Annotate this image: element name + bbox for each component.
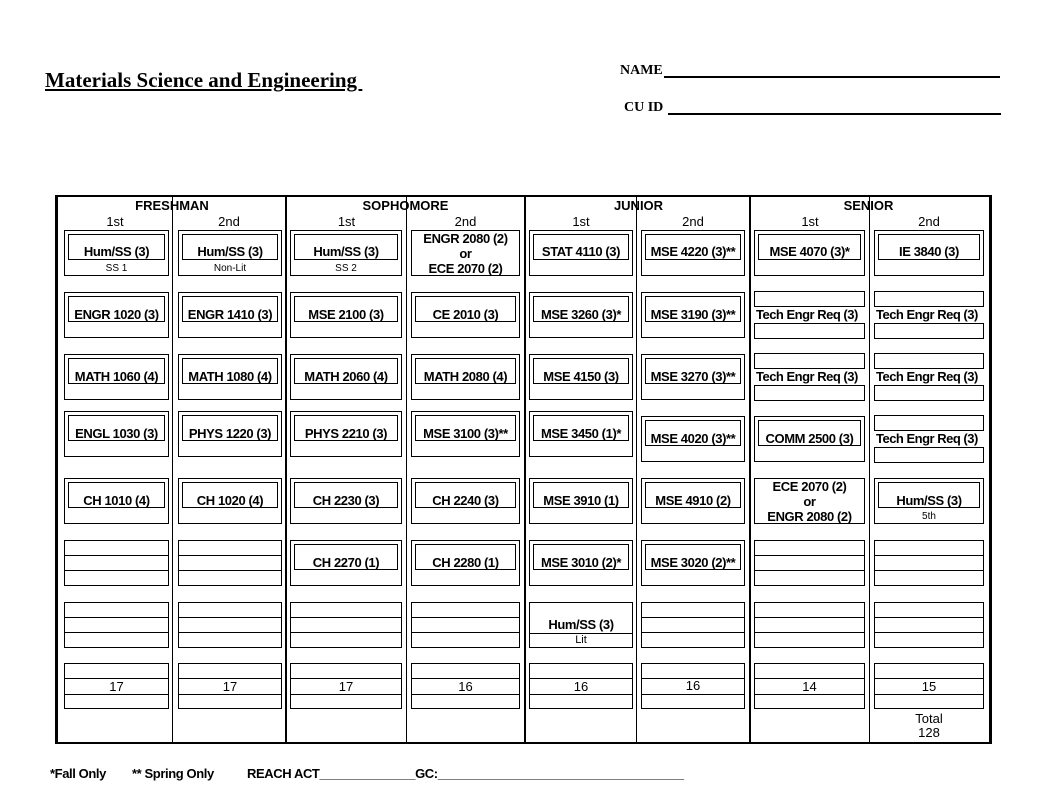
course-name: CH 1010 (4) (83, 493, 150, 508)
course-cell[interactable] (754, 478, 865, 524)
fall-only-note: *Fall Only (50, 766, 106, 781)
semester-label: 2nd (682, 214, 704, 229)
course-name: Tech Engr Req (3) (876, 307, 978, 322)
reach-act-gc-fields[interactable]: REACH ACT______________GC:____________________________________ (247, 766, 684, 781)
course-name: CH 1020 (4) (196, 493, 264, 508)
course-name: CH 2280 (1) (432, 555, 499, 570)
semester-label: 2nd (454, 214, 477, 229)
course-option: ENGR 2080 (2) (767, 509, 852, 524)
semester-credits: 16 (458, 679, 473, 694)
course-note: Non-Lit (213, 263, 247, 274)
course-note: Lit (575, 634, 587, 646)
course-name: MSE 3010 (2)* (540, 555, 622, 570)
course-name: MSE 3260 (3)* (540, 307, 622, 322)
course-cell[interactable] (290, 478, 402, 524)
course-name: CH 2230 (3) (312, 493, 380, 508)
course-name: Tech Engr Req (3) (756, 369, 858, 384)
course-cell[interactable] (64, 411, 169, 457)
course-name: MSE 3270 (3)** (650, 369, 736, 384)
course-cell[interactable] (641, 416, 745, 462)
course-cell[interactable] (874, 478, 984, 524)
course-name: MSE 4070 (3)* (769, 244, 850, 259)
course-cell[interactable] (411, 292, 520, 338)
cu-id-label: CU ID (624, 100, 664, 115)
semester-credits: 16 (685, 678, 701, 693)
course-name: CH 2270 (1) (312, 555, 380, 570)
credit-cell[interactable] (754, 663, 865, 709)
course-cell[interactable] (754, 540, 865, 586)
course-cell[interactable] (411, 602, 520, 648)
course-cell[interactable] (64, 292, 169, 338)
course-cell[interactable] (529, 602, 633, 648)
cu-id-field-line[interactable] (668, 113, 1001, 115)
total-credits: 128 (918, 725, 940, 740)
credit-cell[interactable] (290, 663, 402, 709)
course-cell[interactable] (178, 478, 282, 524)
course-name: Hum/SS (3) (548, 617, 614, 632)
spring-only-note: ** Spring Only (132, 766, 214, 781)
semester-credits: 14 (802, 679, 817, 694)
course-cell[interactable] (641, 230, 745, 276)
semester-credits: 17 (109, 679, 124, 694)
course-cell[interactable] (754, 230, 865, 276)
course-name: MATH 1080 (4) (188, 369, 272, 384)
credit-cell[interactable] (529, 663, 633, 709)
course-cell[interactable] (529, 292, 633, 338)
course-cell[interactable] (178, 292, 282, 338)
page-title: Materials Science and Engineering (45, 68, 363, 92)
course-cell[interactable] (64, 354, 169, 400)
course-name: Hum/SS (3) (83, 244, 150, 259)
course-name: MSE 3020 (2)** (650, 555, 736, 570)
year-senior: SENIOR (843, 198, 894, 213)
course-cell[interactable] (529, 230, 633, 276)
course-cell[interactable] (874, 540, 984, 586)
semester-credits: 16 (573, 679, 589, 694)
course-option: ENGR 2080 (2) (423, 231, 508, 246)
course-cell[interactable] (411, 540, 520, 586)
course-name: Hum/SS (3) (313, 244, 379, 259)
course-cell[interactable] (529, 478, 633, 524)
semester-label: 1st (572, 214, 590, 229)
semester-credits: 17 (338, 679, 354, 694)
course-name: CE 2010 (3) (432, 307, 499, 322)
course-option: ECE 2070 (2) (772, 479, 847, 494)
course-name: MSE 3450 (1)* (540, 426, 622, 441)
course-cell[interactable] (641, 354, 745, 400)
semester-label: 2nd (218, 214, 240, 229)
course-name: Hum/SS (3) (197, 244, 263, 259)
semester-credits: 15 (921, 679, 937, 694)
total-label: Total (915, 711, 943, 726)
course-name: STAT 4110 (3) (541, 244, 621, 259)
course-name: COMM 2500 (3) (765, 431, 854, 446)
year-sophomore: SOPHOMORE (362, 198, 449, 213)
course-name: Tech Engr Req (3) (756, 307, 858, 322)
course-name: MSE 3190 (3)** (650, 307, 736, 322)
course-note: SS 2 (335, 263, 357, 274)
course-cell[interactable] (178, 230, 282, 276)
course-name: MSE 4150 (3) (543, 369, 619, 384)
course-or: or (803, 494, 816, 509)
course-cell[interactable] (411, 230, 520, 276)
course-cell[interactable] (641, 540, 745, 586)
course-cell[interactable] (178, 411, 282, 457)
course-cell[interactable] (411, 354, 520, 400)
course-cell[interactable] (64, 478, 169, 524)
course-cell[interactable] (529, 354, 633, 400)
course-cell[interactable] (290, 354, 402, 400)
column-divider (636, 197, 637, 742)
course-name: ENGR 1410 (3) (187, 307, 273, 322)
course-name: Tech Engr Req (3) (876, 431, 978, 446)
course-note: SS 1 (105, 263, 128, 274)
course-cell[interactable] (874, 230, 984, 276)
course-name: MSE 4020 (3)** (650, 431, 736, 446)
course-name: Hum/SS (3) (896, 493, 962, 508)
course-name: MATH 2080 (4) (423, 369, 508, 384)
course-cell[interactable] (290, 411, 402, 457)
course-name: MSE 4910 (2) (655, 493, 731, 508)
course-cell[interactable] (64, 540, 169, 586)
course-cell[interactable] (529, 540, 633, 586)
course-cell[interactable] (529, 411, 633, 457)
semester-label: 1st (801, 214, 819, 229)
course-or: or (459, 246, 472, 261)
course-cell[interactable] (290, 292, 402, 338)
course-cell[interactable] (64, 602, 169, 648)
credit-cell[interactable] (178, 663, 282, 709)
course-name: MATH 2060 (4) (304, 369, 388, 384)
course-cell[interactable] (178, 354, 282, 400)
year-divider (524, 197, 526, 742)
course-cell[interactable] (411, 478, 520, 524)
credit-cell[interactable] (874, 663, 984, 709)
course-option: ECE 2070 (2) (428, 261, 503, 276)
course-name: MSE 2100 (3) (308, 307, 384, 322)
column-divider (172, 197, 173, 742)
course-cell[interactable] (290, 602, 402, 648)
course-cell[interactable] (641, 478, 745, 524)
course-name: MSE 4220 (3)** (650, 244, 736, 259)
course-cell[interactable] (178, 602, 282, 648)
course-name: ENGL 1030 (3) (75, 426, 158, 441)
year-freshman: FRESHMAN (135, 198, 209, 213)
course-cell[interactable] (874, 602, 984, 648)
semester-credits: 17 (222, 679, 238, 694)
semester-label: 2nd (918, 214, 940, 229)
semester-label: 1st (337, 214, 356, 229)
course-cell[interactable] (754, 602, 865, 648)
course-name: MATH 1060 (4) (74, 369, 159, 384)
name-field-line[interactable] (664, 76, 1000, 78)
year-divider (749, 197, 751, 742)
semester-label: 1st (106, 214, 124, 229)
column-divider (406, 197, 407, 742)
course-cell[interactable] (290, 540, 402, 586)
credit-cell[interactable] (641, 663, 745, 709)
course-name: IE 3840 (3) (899, 244, 959, 259)
year-divider (285, 197, 287, 742)
name-label: NAME (620, 63, 663, 78)
course-cell[interactable] (641, 292, 745, 338)
course-name: PHYS 1220 (3) (188, 426, 272, 441)
course-cell[interactable] (641, 602, 745, 648)
year-junior: JUNIOR (613, 198, 664, 213)
credit-cell[interactable] (411, 663, 520, 709)
course-cell[interactable] (754, 416, 865, 462)
course-cell[interactable] (290, 230, 402, 276)
course-cell[interactable] (64, 230, 169, 276)
course-cell[interactable] (411, 411, 520, 457)
course-cell[interactable] (178, 540, 282, 586)
course-name: CH 2240 (3) (432, 493, 499, 508)
course-name: Tech Engr Req (3) (876, 369, 978, 384)
course-name: ENGR 1020 (3) (74, 307, 159, 322)
course-name: MSE 3100 (3)** (423, 426, 508, 441)
course-name: MSE 3910 (1) (543, 493, 619, 508)
course-note: 5th (922, 511, 936, 522)
credit-cell[interactable] (64, 663, 169, 709)
course-name: PHYS 2210 (3) (304, 426, 388, 441)
column-divider (869, 197, 870, 742)
